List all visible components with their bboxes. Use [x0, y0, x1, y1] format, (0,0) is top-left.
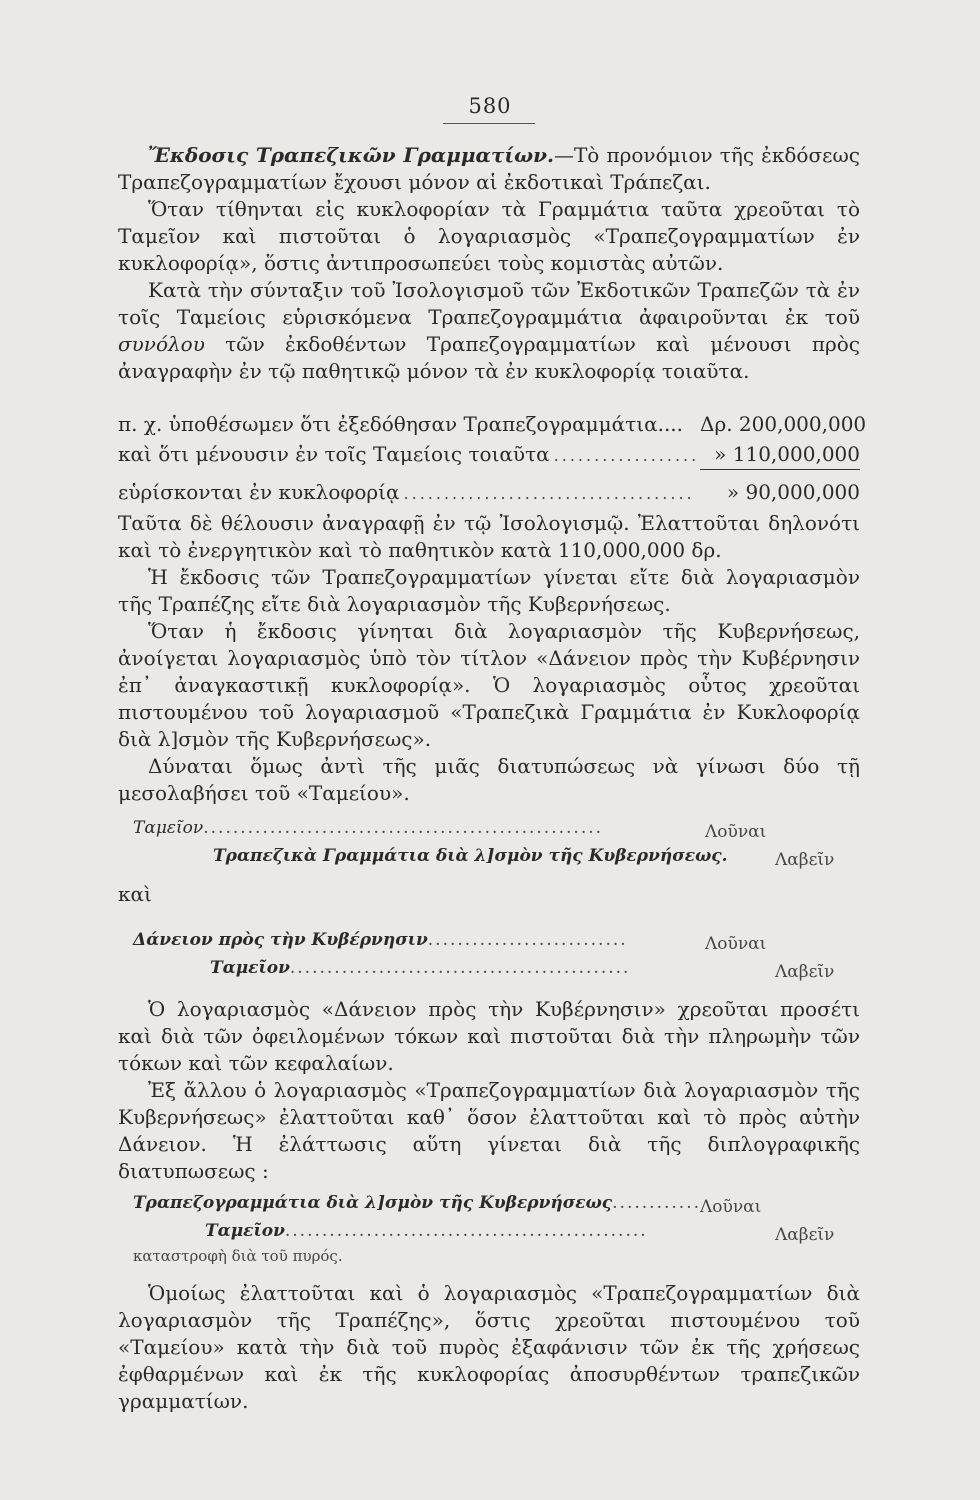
paragraph-issuance — [118, 142, 860, 196]
paragraph-issue-modes: Ἡ ἔκδοσις τῶν Τραπεζογραμματίων γίνεται εἴτε διὰ λογαριασμὸν τῆς Τραπέζης εἴτε διὰ λογαριασμὸν τῆς Κυβερνήσεως. — [118, 565, 860, 616]
journal1-credit-row — [213, 846, 728, 866]
example-calculation — [118, 409, 867, 509]
connector-and: καὶ — [118, 882, 152, 906]
journal3-debit-row: Τραπεζογραμμάτια διὰ λ]σμὸν τῆς Κυβερνήσεως............ — [133, 1193, 702, 1213]
journal2-credit-account: Ταμεῖον — [210, 958, 290, 978]
journal1-debit-account: Ταμεῖον — [133, 818, 204, 838]
section-heading: Ἔκδοσις Τραπεζικῶν Γραμματίων. — [148, 143, 554, 167]
example-label: π. χ. ὑποθέσωμεν ὅτι ἐξεδόθησαν Τραπεζογραμμάτια.... — [118, 412, 684, 436]
example-label: καὶ ὅτι μένουσιν ἐν τοῖς Ταμείοις τοιαῦτα — [118, 442, 550, 466]
paragraph-reduction: Ταῦτα δὲ θέλουσιν ἀναγραφῇ ἐν τῷ Ἰσολογισμῷ. Ἐλαττοῦται δηλονότι καὶ τὸ ἐνεργητικὸν καὶ τὸ παθητικὸν κατὰ 110,000,000 δρ. — [118, 511, 860, 562]
journal2-credit-row: Ταμεῖον.............................................. — [210, 958, 631, 978]
paragraph-issuance-text: —Τὸ προνόμιον τῆς ἐκδόσεως Τραπεζογραμματίων ἔχουσι μόνον αἱ ἐκδοτικαὶ Τράπεζαι. — [118, 143, 860, 194]
example-amount: » 90,000,000 — [726, 480, 860, 504]
paragraph-reduction-government: Ἐξ ἄλλου ὁ λογαριασμὸς «Τραπεζογραμματίων διὰ λογαριασμὸν τῆς Κυβερνήσεως» ἐλαττοῦται καθ᾿ ὅσον ἐλαττοῦται καὶ τὸ πρὸς αὐτὴν Δάνειον. Ἡ ἐλάττωσις αὕτη γίνεται διὰ τῆς διπλογραφικῆς διατυπωσεως : — [118, 1078, 860, 1183]
paragraph-two-entries: Δύναται ὅμως ἀντὶ τῆς μιᾶς διατυπώσεως νὰ γίνωσι δύο τῇ μεσολαβήσει τοῦ «Ταμείου». — [118, 754, 860, 805]
text-block-bottom — [118, 1280, 860, 1415]
paragraph-balance-sheet-part-a: Κατὰ τὴν σύνταξιν τοῦ Ἰσολογισμοῦ τῶν Ἐκδοτικῶν Τραπεζῶν τὰ ἐν τοῖς Ταμείοις εὑρισκόμενα Τραπεζογραμμάτια ἀφαιροῦνται ἐκ τοῦ — [118, 278, 860, 329]
example-label: εὑρίσκονται ἐν κυκλοφορίᾳ — [118, 480, 400, 504]
example-row-in-circulation — [118, 477, 860, 509]
example-amount: » 110,000,000 — [700, 439, 860, 470]
journal2-debit-account: Δάνειον πρὸς τὴν Κυβέρνησιν — [133, 930, 428, 950]
journal1-debit-col: Λοῦναι — [705, 822, 767, 842]
page-number-rule — [443, 123, 535, 124]
journal2-credit-col: Λαβεῖν — [775, 962, 835, 982]
paragraph-bank-notes-destruction: Ὁμοίως ἐλαττοῦται καὶ ὁ λογαριασμὸς «Τραπεζογραμματίων διὰ λογαριασμὸν τῆς Τραπέζης», ὅστις χρεοῦται πιστουμένου τοῦ «Ταμείου» κατὰ τὴν διὰ τοῦ πυρὸς ἐξαφάνισιν τῶν ἐκ τῆς χρήσεως ἐφθαρμένων καὶ ἐκ τῆς κυκλοφορίας ἀποσυρθέντων τραπεζικῶν γραμματίων. — [118, 1281, 860, 1413]
text-block-lower — [118, 996, 860, 1185]
paragraph-government-loan: Ὅταν ἡ ἔκδοσις γίνηται διὰ λογαριασμὸν τῆς Κυβερνήσεως, ἀνοίγεται λογαριασμὸς ὑπὸ τὸν τίτλον «Δάνειον πρὸς τὴν Κυβέρνησιν ἐπ᾿ ἀναγκαστικῇ κυκλοφορίᾳ». Ὁ λογαριασμὸς οὗτος χρεοῦται πιστουμένου τοῦ λογαριασμοῦ «Τραπεζικὰ Γραμμάτια ἐν Κυκλοφορίᾳ διὰ λ]σμὸν τῆς Κυβερνήσεως». — [118, 619, 860, 751]
journal3-credit-row: Ταμεῖον................................................. — [205, 1221, 648, 1241]
example-row-issued — [118, 409, 867, 439]
journal3-note: καταστροφὴ διὰ τοῦ πυρός. — [133, 1247, 343, 1265]
journal3-credit-account: Ταμεῖον — [205, 1221, 285, 1241]
journal1-debit-row: Ταμεῖον...................................................... — [133, 818, 604, 838]
example-row-in-treasury — [118, 439, 860, 471]
journal3-debit-account: Τραπεζογραμμάτια διὰ λ]σμὸν τῆς Κυβερνήσεως — [133, 1193, 613, 1213]
example-amount: Δρ. 200,000,000 — [700, 412, 867, 436]
paragraph-circulation: Ὅταν τίθηνται εἰς κυκλοφορίαν τὰ Γραμμάτια ταῦτα χρεοῦται τὸ Ταμεῖον καὶ πιστοῦται ὁ λογαριασμὸς «Τραπεζογραμματίων ἐν κυκλοφορίᾳ», ὅστις ἀντιπροσωπεύει τοὺς κομιστὰς αὐτῶν. — [118, 197, 860, 275]
paragraph-balance-sheet-part-c: τῶν ἐκδοθέντων Τραπεζογραμματίων καὶ μένουσι πρὸς ἀναγραφὴν ἐν τῷ παθητικῷ μόνον τὰ ἐν κυκλοφορίᾳ τοιαῦτα. — [118, 332, 860, 383]
leader-dots — [554, 441, 696, 471]
journal1-credit-col: Λαβεῖν — [775, 850, 835, 870]
journal1-credit-account: Τραπεζικὰ Γραμμάτια διὰ λ]σμὸν τῆς Κυβερνήσεως. — [213, 846, 728, 866]
journal3-debit-col: Λοῦναι — [700, 1197, 762, 1217]
emphasis-total: συνόλου — [118, 332, 205, 356]
journal2-debit-row: Δάνειον πρὸς τὴν Κυβέρνησιν........................... — [133, 930, 628, 950]
journal2-debit-col: Λοῦναι — [705, 934, 767, 954]
paragraph-balance-sheet — [118, 277, 860, 385]
leader-dots — [404, 479, 696, 509]
text-block-middle — [118, 510, 860, 807]
text-block-top — [118, 142, 860, 385]
journal3-credit-col: Λαβεῖν — [775, 1225, 835, 1245]
page-number: 580 — [468, 94, 512, 118]
paragraph-interest: Ὁ λογαριασμὸς «Δάνειον πρὸς τὴν Κυβέρνησιν» χρεοῦται προσέτι καὶ διὰ τῶν ὀφειλομένων τόκων καὶ πιστοῦται διὰ τὴν πληρωμὴν τῶν τόκων καὶ τῶν κεφαλαίων. — [118, 997, 860, 1075]
